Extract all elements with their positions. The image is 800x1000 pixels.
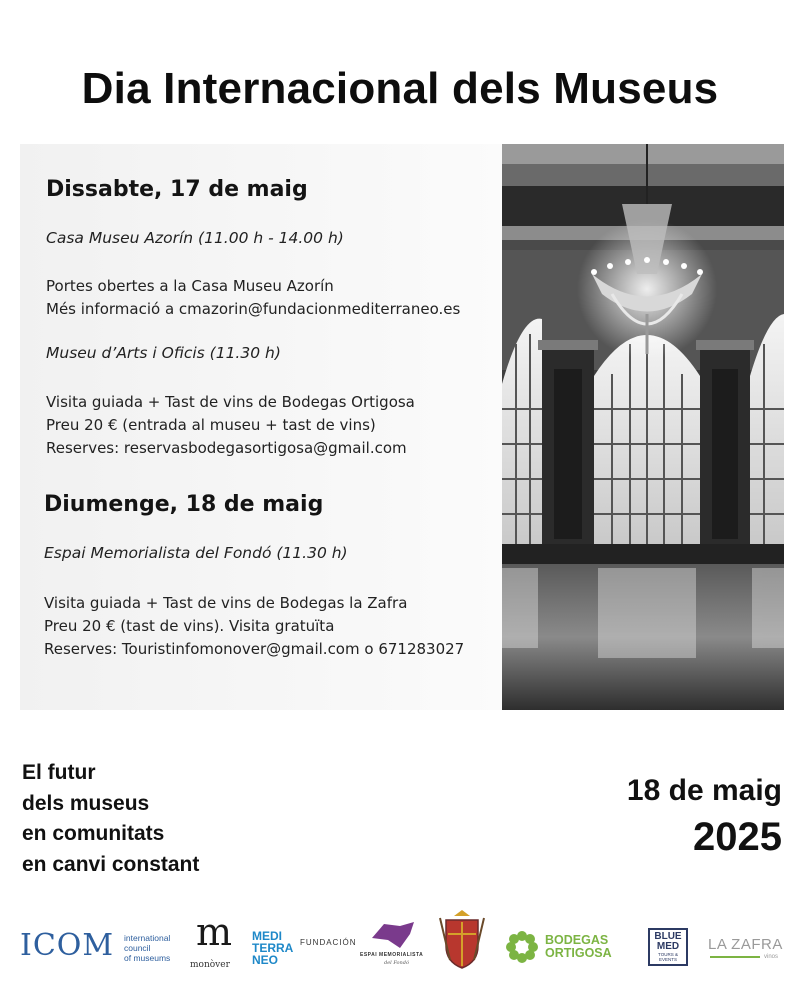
- mediterraneo-text: FUNDACIÓN: [300, 938, 357, 947]
- monover-coat-of-arms-logo: [438, 910, 486, 980]
- sunday-heading: Diumenge, 18 de maig: [44, 492, 324, 517]
- event-year: 2025: [693, 815, 782, 859]
- event-detail-line: Reserves: Touristinfomonover@gmail.com o 671283027: [44, 640, 465, 658]
- slogan-line: El futur: [22, 761, 96, 784]
- event-date: 18 de maig: [626, 774, 782, 807]
- blue-med-sub: [650, 952, 686, 962]
- events-panel: [20, 144, 502, 710]
- saturday-heading: Dissabte, 17 de maig: [46, 177, 308, 202]
- fundacion-mediterraneo-logo: [252, 910, 362, 980]
- espai-text: ESPAI MEMORIALISTA: [360, 952, 424, 958]
- mediterraneo-mark-line: TERRA: [252, 941, 294, 955]
- blue-med-mark: [650, 930, 686, 952]
- event-detail-line: Reserves: reservasbodegasortigosa@gmail.com: [46, 439, 407, 457]
- blue-med-sub-line: TOURS &: [658, 952, 678, 957]
- slogan-line: dels museus: [22, 791, 150, 815]
- mediterraneo-mark: [252, 930, 293, 966]
- event-detail-line: Visita guiada + Tast de vins de Bodegas la Zafra: [44, 594, 408, 612]
- ballroom-photo: [502, 144, 784, 710]
- bodegas-text: [545, 934, 612, 960]
- event-detail-line: Preu 20 € (tast de vins). Visita gratuïta: [44, 617, 335, 635]
- mediterraneo-mark-line: NEO: [252, 953, 279, 967]
- icom-mark: ICOM: [20, 928, 115, 963]
- bodegas-text-line: BODEGAS: [545, 933, 609, 947]
- coat-of-arms-icon: [438, 910, 486, 972]
- icom-text-line: international: [124, 933, 171, 943]
- espai-shape-icon: [370, 920, 416, 950]
- espai-memorialista-logo: [360, 910, 430, 980]
- venue-casa-museu-azorin: Casa Museu Azorín (11.00 h - 14.00 h): [46, 229, 344, 247]
- icom-text-line: of museums: [124, 953, 171, 963]
- la-zafra-logo: [708, 910, 788, 980]
- bodegas-ortigosa-logo: [505, 910, 630, 980]
- event-detail-line: Portes obertes a la Casa Museu Azorín: [46, 277, 334, 295]
- page-title: Dia Internacional dels Museus: [81, 64, 719, 113]
- monover-logo: [190, 910, 240, 980]
- venue-espai-memorialista: Espai Memorialista del Fondó (11.30 h): [44, 544, 348, 562]
- blue-med-box: [648, 928, 688, 966]
- icom-text: [124, 933, 170, 963]
- blue-med-mark-line: MED: [656, 941, 680, 952]
- icom-text-line: council: [124, 943, 151, 953]
- event-detail-line: Més informació a cmazorin@fundacionmediterraneo.es: [46, 300, 461, 318]
- blue-med-mark-line: BLUE: [654, 931, 682, 942]
- slogan-line: en canvi constant: [22, 852, 200, 876]
- ballroom-illustration: [502, 144, 784, 710]
- la-zafra-underline: [710, 956, 760, 958]
- espai-sub: del Fondó: [384, 960, 409, 966]
- mediterraneo-mark-line: MEDI: [252, 929, 282, 943]
- bodegas-text-line: ORTIGOSA: [545, 946, 612, 960]
- slogan-line: en comunitats: [22, 822, 165, 845]
- la-zafra-text: LA ZAFRA: [708, 936, 783, 953]
- bodegas-flower-icon: [505, 930, 539, 964]
- monover-mark: m: [196, 910, 233, 954]
- la-zafra-sub: vinos: [764, 954, 779, 960]
- blue-med-logo: [648, 910, 694, 980]
- venue-museu-arts-oficis: Museu d’Arts i Oficis (11.30 h): [46, 344, 281, 362]
- icom-logo: [20, 910, 180, 980]
- event-detail-line: Preu 20 € (entrada al museu + tast de vins): [46, 416, 376, 434]
- event-detail-line: Visita guiada + Tast de vins de Bodegas Ortigosa: [46, 393, 415, 411]
- blue-med-sub-line: EVENTS: [658, 957, 677, 962]
- campaign-slogan: [22, 758, 199, 880]
- monover-text: monòver: [190, 960, 230, 970]
